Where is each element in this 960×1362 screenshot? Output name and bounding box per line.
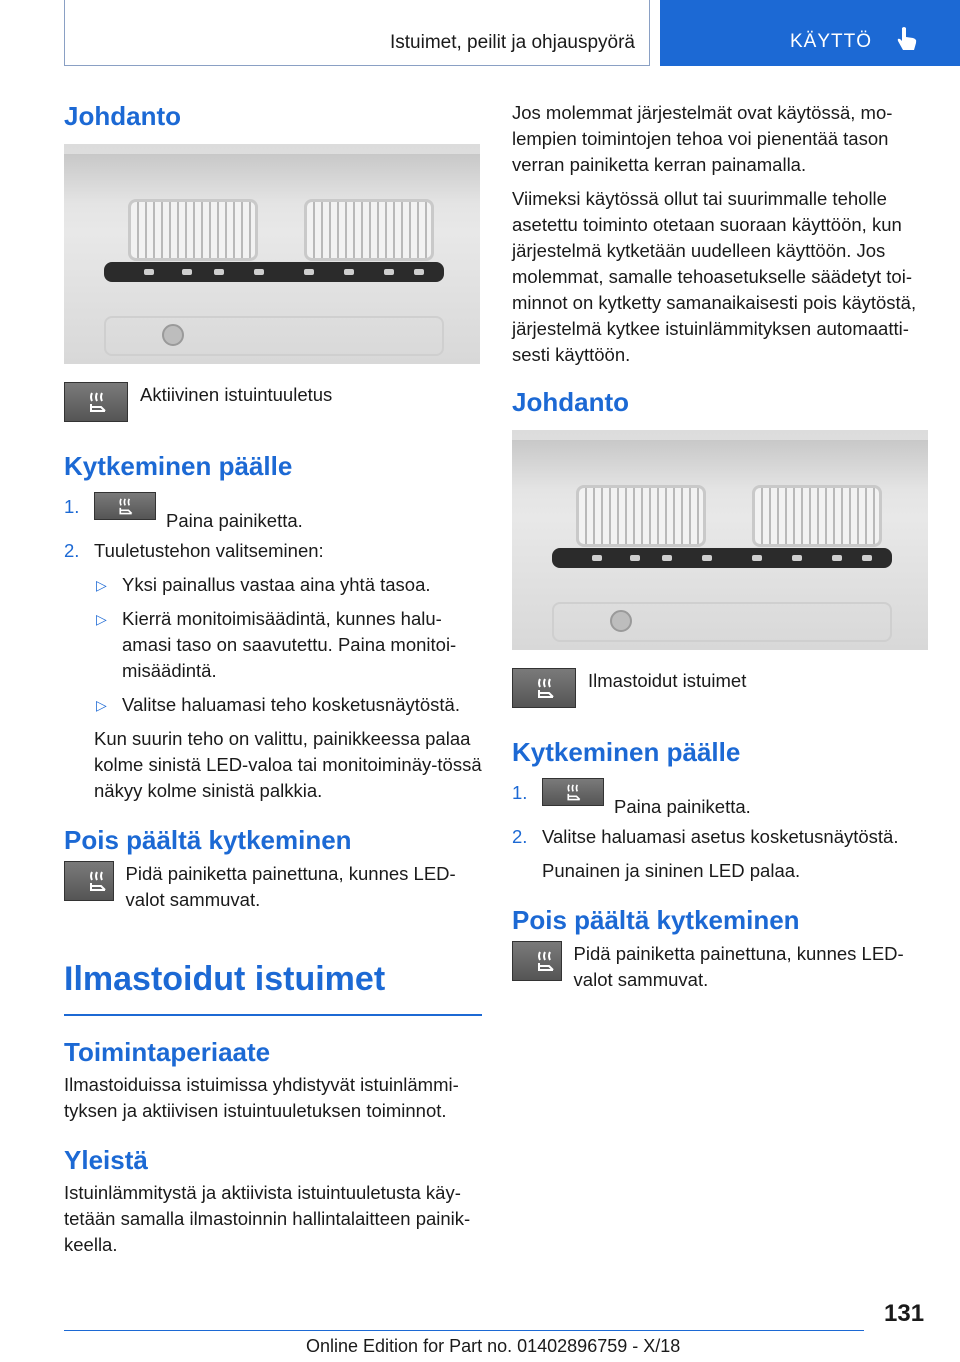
caption-climate-seats: Ilmastoidut istuimet bbox=[588, 669, 747, 691]
bullet-item: ▷ Kierrä monitoimisäädintä, kunnes halu-amasi taso on saavutettu. Paina monitoi-misäädintä. bbox=[96, 607, 457, 681]
step-note: Punainen ja sininen LED palaa. bbox=[542, 859, 801, 881]
header-chapter-title: KÄYTTÖ bbox=[790, 31, 873, 52]
heading-intro: Johdanto bbox=[512, 387, 629, 417]
step-text: Valitse haluamasi asetus kosketusnäytöstä. bbox=[542, 825, 899, 847]
step-text: Tuuletustehon valitseminen: bbox=[94, 539, 324, 561]
heading-intro: Johdanto bbox=[64, 101, 181, 131]
paragraph: Jos molemmat järjestelmät ovat käytössä, mo-lempien toimintojen tehoa voi pienentää tason verran painiketta kerran painamalla. bbox=[512, 102, 893, 175]
climate-panel-photo bbox=[64, 144, 480, 364]
step-text: Paina painiketta. bbox=[166, 509, 303, 531]
step-number: 1. bbox=[512, 781, 528, 803]
seat-ventilation-icon bbox=[64, 861, 114, 901]
header-section-title: Istuimet, peilit ja ohjauspyörä bbox=[389, 32, 635, 53]
switch-off-text: Pidä painiketta painettuna, kunnes LED-valot sammuvat. bbox=[125, 863, 456, 911]
seat-ventilation-icon bbox=[542, 778, 604, 806]
list-item bbox=[512, 824, 930, 884]
divider bbox=[64, 1014, 482, 1016]
step-number: 2. bbox=[512, 825, 528, 847]
header-section bbox=[64, 0, 650, 66]
principle-text: Ilmastoiduissa istuimissa yhdistyvät istuinlämmi-tyksen ja aktiivisen istuintuuletuksen toiminnot. bbox=[64, 1073, 459, 1121]
right-column bbox=[512, 100, 930, 993]
heading-switch-off: Pois päältä kytkeminen bbox=[512, 904, 800, 935]
seat-ventilation-icon bbox=[512, 668, 576, 708]
heading-switch-off: Pois päältä kytkeminen bbox=[64, 824, 352, 855]
heading-switch-on: Kytkeminen päälle bbox=[512, 736, 741, 767]
paragraph: Viimeksi käytössä ollut tai suurimmalle teholle asetettu toiminto otetaan suoraan käyttöön, kun järjestelmä kytketään uudelleen käyttöön. Jos molemmat, samalle tehoasetukselle säädetyt toi-minnot on kytketty samanaikaisesti pois käytöstä, järjestelmä kytkee istuinlämmityksen automaatti-sesti käyttöön. bbox=[512, 188, 917, 365]
general-text: Istuinlämmitystä ja aktiivista istuintuuletusta käy-tetään samalla ilmastoinnin hallintalaitteen painik-keella. bbox=[64, 1181, 471, 1255]
footer-divider bbox=[64, 1330, 864, 1331]
seat-ventilation-icon bbox=[94, 492, 156, 520]
hand-pointer-icon bbox=[896, 26, 918, 52]
heading-main: Ilmastoidut istuimet bbox=[64, 960, 386, 999]
climate-panel-photo bbox=[512, 430, 928, 650]
seat-ventilation-icon bbox=[64, 382, 128, 422]
caption-active-ventilation: Aktiivinen istuintuuletus bbox=[140, 383, 333, 405]
bullet-item: ▷ Valitse haluamasi teho kosketusnäytöstä. bbox=[96, 693, 460, 715]
page-number: 131 bbox=[884, 1300, 925, 1327]
heading-principle: Toimintaperiaate bbox=[64, 1037, 271, 1068]
heading-switch-on: Kytkeminen päälle bbox=[64, 450, 293, 481]
switch-off-text: Pidä painiketta painettuna, kunnes LED-valot sammuvat. bbox=[573, 943, 904, 991]
step-note: Kun suurin teho on valittu, painikkeessa palaa kolme sinistä LED-valoa tai monitoiminäy-tössä näkyy kolme sinistä palkkia. bbox=[94, 727, 482, 801]
list-item bbox=[64, 538, 482, 804]
footer-edition: Online Edition for Part no. 01402896759 - X/18 bbox=[306, 1336, 681, 1356]
heading-general: Yleistä bbox=[64, 1144, 148, 1175]
left-column bbox=[64, 100, 482, 1258]
step-number: 2. bbox=[64, 539, 80, 561]
list-item bbox=[64, 494, 482, 534]
list-item bbox=[512, 780, 930, 820]
header-chapter bbox=[660, 0, 960, 66]
step-number: 1. bbox=[64, 495, 80, 517]
bullet-item: ▷ Yksi painallus vastaa aina yhtä tasoa. bbox=[96, 573, 431, 595]
seat-ventilation-icon bbox=[512, 941, 562, 981]
step-text: Paina painiketta. bbox=[614, 795, 751, 817]
